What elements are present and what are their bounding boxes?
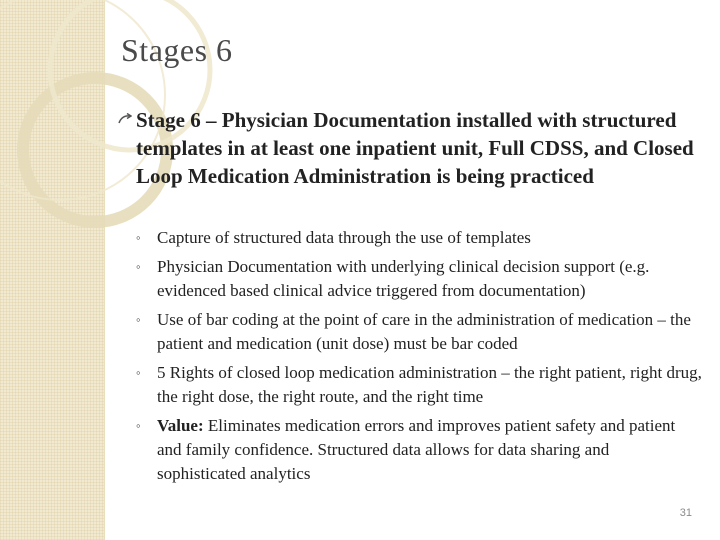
- sub-bullet-text: [136, 414, 702, 486]
- curved-arrow-bullet-icon: [118, 113, 132, 125]
- hollow-circle-bullet-icon: ◦: [136, 312, 141, 327]
- sub-bullet-item: [136, 414, 702, 486]
- slide-title: Stages 6: [121, 32, 233, 68]
- sub-bullet-text: 5 Rights of closed loop medication administration – the right patient, right drug, the right dose, the right route, and the right time: [157, 363, 702, 406]
- sub-bullet-list: [136, 226, 702, 486]
- hollow-circle-bullet-icon: ◦: [136, 418, 141, 433]
- main-bullet-text: Stage 6 – Physician Documentation installed with structured templates in at least one inpatient unit, Full CDSS, and Closed Loop Medication Administration is being practiced: [136, 108, 694, 188]
- main-bullet: [118, 106, 698, 190]
- sub-bullet-item: [136, 361, 702, 409]
- sub-bullet-item: [136, 226, 702, 250]
- sub-bullet-text: Capture of structured data through the use of templates: [157, 228, 531, 247]
- hollow-circle-bullet-icon: ◦: [136, 365, 141, 380]
- value-text: Eliminates medication errors and improves patient safety and patient and family confidence. Structured data allows for data sharing and sophisticated analytics: [157, 416, 676, 483]
- hollow-circle-bullet-icon: ◦: [136, 230, 141, 245]
- sub-bullet-text: Physician Documentation with underlying clinical decision support (e.g. evidenced based clinical advice triggered from documentation): [157, 257, 650, 300]
- sub-bullet-item: [136, 255, 702, 303]
- page-number: 31: [679, 507, 692, 519]
- sub-bullet-item: [136, 308, 702, 356]
- sub-bullet-text: Use of bar coding at the point of care in the administration of medication – the patient and medication (unit dose) must be bar coded: [157, 310, 691, 353]
- value-label: Value:: [157, 416, 204, 435]
- hollow-circle-bullet-icon: ◦: [136, 259, 141, 274]
